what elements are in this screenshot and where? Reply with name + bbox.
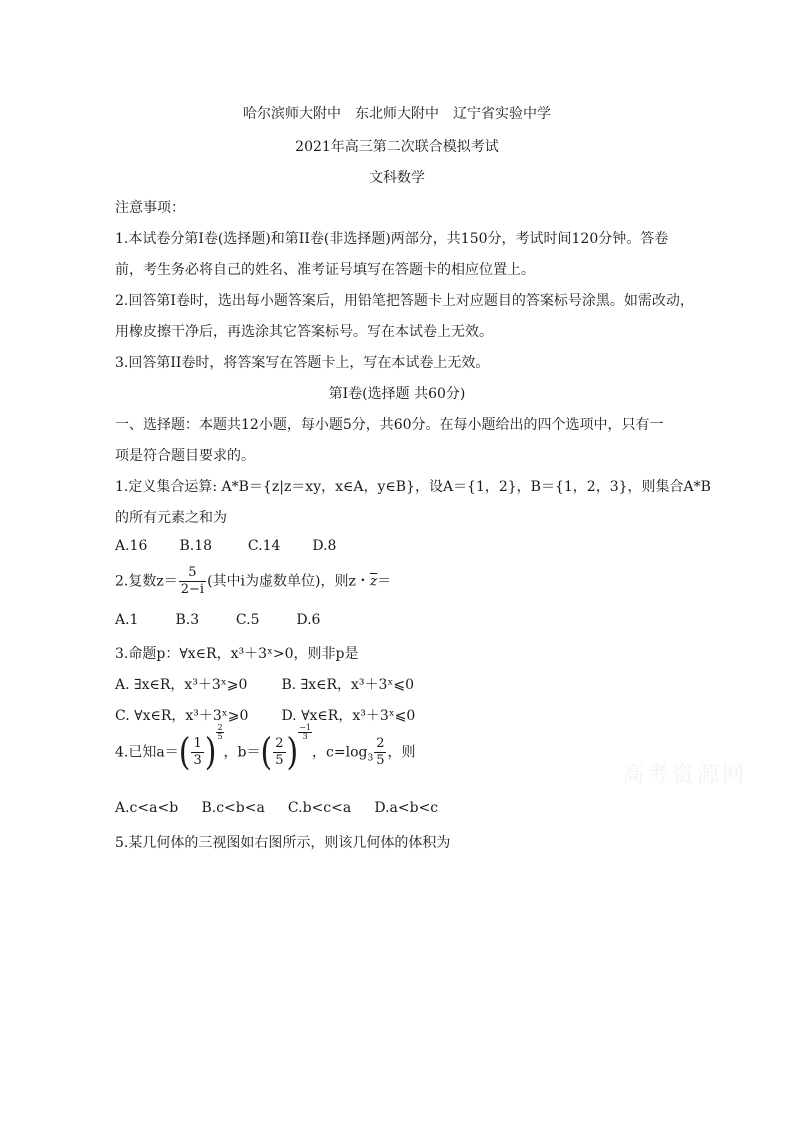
q4-option-d: D.a<b<c bbox=[374, 800, 439, 816]
q2-suffix: ＝ bbox=[377, 573, 392, 590]
q4-b-right-paren: ) bbox=[286, 730, 299, 774]
q3-option-c: C. ∀x∈R，x³＋3ˣ⩾0 bbox=[115, 708, 249, 724]
q2-frac-den: 2−i bbox=[180, 582, 205, 597]
q3-option-d: D. ∀x∈R，x³＋3ˣ⩽0 bbox=[281, 708, 416, 724]
q2-options bbox=[115, 612, 320, 628]
notice-item2-line1: 2.回答第I卷时，选出每小题答案后，用铅笔把答题卡上对应题目的答案标号涂黑。如需改动， bbox=[115, 293, 694, 309]
q3-option-a: A. ∃x∈R，x³＋3ˣ⩾0 bbox=[115, 677, 248, 693]
section-intro-line2: 项是符合题目要求的。 bbox=[115, 448, 255, 464]
q4-options bbox=[115, 800, 438, 816]
q4-a-left-paren: ( bbox=[178, 730, 191, 774]
q4-b-den: 5 bbox=[275, 753, 284, 768]
notice-item1-line2: 前，考生务必将自己的姓名、准考证号填写在答题卡的相应位置上。 bbox=[115, 262, 535, 278]
q4-a-exponent bbox=[216, 724, 223, 741]
subject-title: 文科数学 bbox=[369, 170, 425, 186]
q2-option-a: A.1 bbox=[115, 612, 139, 628]
q1-stem-line1: 1.定义集合运算: A*B＝{z|z＝xy，x∈A，y∈B}，设A＝{1，2}，B＝{1，2，3}，则集合A*B bbox=[115, 479, 711, 495]
q2-option-c: C.5 bbox=[235, 612, 260, 628]
q2-option-d: D.6 bbox=[296, 612, 321, 628]
q3-options-row2 bbox=[115, 705, 415, 725]
section-title: 第I卷(选择题 共60分) bbox=[328, 386, 466, 402]
section-intro-line1: 一、选择题：本题共12小题，每小题5分，共60分。在每小题给出的四个选项中，只有一 bbox=[115, 417, 664, 433]
q4-option-a: A.c<a<b bbox=[115, 800, 179, 816]
q4-c-base: 3 bbox=[367, 753, 374, 764]
q4-suffix: ，则 bbox=[387, 744, 416, 761]
q1-option-a: A.16 bbox=[115, 538, 148, 554]
q1-options bbox=[115, 538, 336, 554]
q1-option-d: D.8 bbox=[312, 538, 337, 554]
notice-item2-line2: 用橡皮擦干净后，再选涂其它答案标号。写在本试卷上无效。 bbox=[115, 324, 493, 340]
exam-title: 2021年高三第二次联合模拟考试 bbox=[295, 139, 499, 155]
q4-b-label: ，b＝ bbox=[223, 744, 261, 761]
q3-option-b: B. ∃x∈R，x³＋3ˣ⩽0 bbox=[281, 677, 415, 693]
q4-b-exponent bbox=[298, 724, 312, 741]
q4-a-fraction bbox=[191, 736, 203, 769]
q4-option-b: B.c<b<a bbox=[201, 800, 265, 816]
q4-c-num: 2 bbox=[376, 736, 385, 751]
q4-b-fraction bbox=[273, 736, 285, 769]
q4-a-num: 1 bbox=[193, 736, 202, 751]
q5-stem: 5.某几何体的三视图如右图所示，则该几何体的体积为 bbox=[115, 835, 451, 851]
q2-stem bbox=[115, 565, 391, 598]
q1-option-c: C.14 bbox=[247, 538, 281, 554]
q2-frac-num: 5 bbox=[179, 565, 206, 582]
q4-a-den: 3 bbox=[193, 753, 202, 768]
q4-b-exp-den: 3 bbox=[302, 732, 308, 741]
q2-fraction bbox=[179, 565, 206, 598]
q4-option-c: C.b<c<a bbox=[287, 800, 352, 816]
notice-item3: 3.回答第II卷时，将答案写在答题卡上，写在本试卷上无效。 bbox=[115, 355, 490, 371]
q4-c-fraction bbox=[374, 736, 386, 769]
q1-stem-line2: 的所有元素之和为 bbox=[115, 510, 227, 526]
q4-b-exp-num: −1 bbox=[299, 723, 312, 732]
q3-options-row1 bbox=[115, 674, 414, 694]
watermark-text: 高考资源网 bbox=[622, 763, 748, 788]
q4-a-exp-num: 2 bbox=[217, 723, 223, 732]
q4-a-right-paren: ) bbox=[204, 730, 217, 774]
school-names: 哈尔滨师大附中 东北师大附中 辽宁省实验中学 bbox=[243, 106, 551, 122]
q2-conjugate-z: $\overline{z}$ bbox=[369, 573, 378, 590]
q2-middle: (其中i为虚数单位)，则z・ bbox=[207, 573, 370, 590]
q4-a-exp-den: 5 bbox=[217, 732, 223, 741]
q1-option-b: B.18 bbox=[179, 538, 213, 554]
q2-prefix: 2.复数z＝ bbox=[115, 573, 178, 590]
q4-b-left-paren: ( bbox=[260, 730, 273, 774]
q4-c-den: 5 bbox=[376, 753, 385, 768]
q4-c-label: ，c=log bbox=[312, 744, 368, 761]
q2-option-b: B.3 bbox=[175, 612, 200, 628]
notice-item1-line1: 1.本试卷分第I卷(选择题)和第II卷(非选择题)两部分，共150分，考试时间120分钟。答卷 bbox=[115, 231, 669, 247]
q4-b-num: 2 bbox=[275, 736, 284, 751]
q4-prefix: 4.已知a＝ bbox=[115, 744, 179, 761]
notice-heading: 注意事项： bbox=[115, 200, 185, 216]
q3-stem: 3.命题p：∀x∈R，x³＋3ˣ>0，则非p是 bbox=[115, 646, 359, 662]
q4-stem bbox=[115, 723, 416, 774]
